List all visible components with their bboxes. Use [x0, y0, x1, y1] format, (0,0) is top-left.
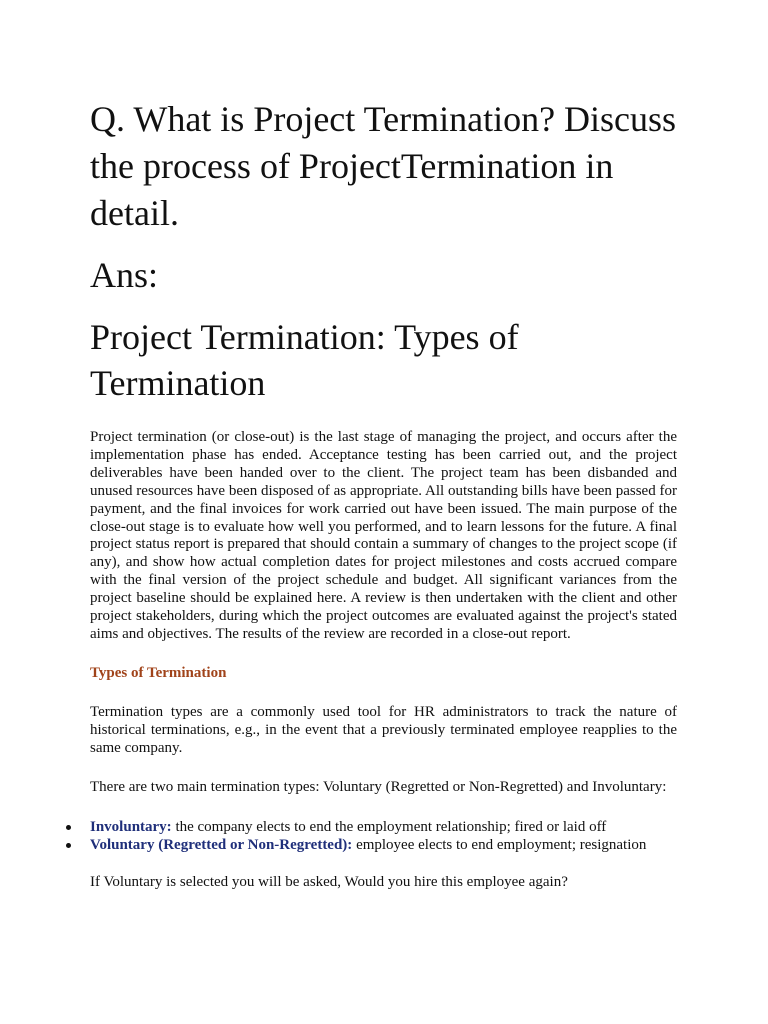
types-heading: Types of Termination — [90, 665, 227, 681]
closing-question-paragraph: If Voluntary is selected you will be asked, Would you hire this employee again? — [90, 874, 568, 890]
term-label: Voluntary (Regretted or Non-Regretted): — [90, 837, 353, 853]
term-description: the company elects to end the employment relationship; fired or laid off — [171, 819, 607, 835]
termination-types-list — [60, 818, 700, 854]
answer-label: Ans: — [90, 255, 159, 295]
types-definition-paragraph: Termination types are a commonly used tool for HR administrators to track the nature of historical terminations, e.g., in the event that a previously terminated employee reapplies to the same company. — [90, 704, 677, 756]
bullet-icon — [66, 843, 71, 848]
intro-paragraph: Project termination (or close-out) is the last stage of managing the project, and occurs after the implementation phase has ended. Acceptance testing has been carried out, and the project deliverables have been handed over to the client. The project team has been disbanded and unused resources have been disposed of as appropriate. All outstanding bills have been passed for payment, and the final invoices for work carried out have been issued. The main purpose of the close-out stage is to evaluate how well you performed, and to learn lessons for the future. A final project status report is prepared that should contain a summary of changes to the project scope (if any), and show how actual completion dates for project milestones and costs accrued compare with the final version of the project schedule and budget. All significant variances from the project baseline should be explained here. A review is then undertaken with the client and other project stakeholders, during which the project outcomes are evaluated against the project's stated aims and objectives. The results of the review are recorded in a close-out report. — [90, 429, 677, 642]
question-heading: Q. What is Project Termination? Discuss the process of ProjectTermination in detail. — [90, 99, 677, 233]
section-title: Project Termination: Types of Termination — [90, 317, 519, 403]
list-item — [60, 836, 700, 854]
list-item — [60, 818, 700, 836]
term-description: employee elects to end employment; resignation — [352, 837, 647, 853]
bullet-icon — [66, 825, 71, 830]
types-intro-paragraph: There are two main termination types: Voluntary (Regretted or Non-Regretted) and Involuntary: — [90, 779, 667, 795]
term-label: Involuntary: — [90, 819, 172, 835]
